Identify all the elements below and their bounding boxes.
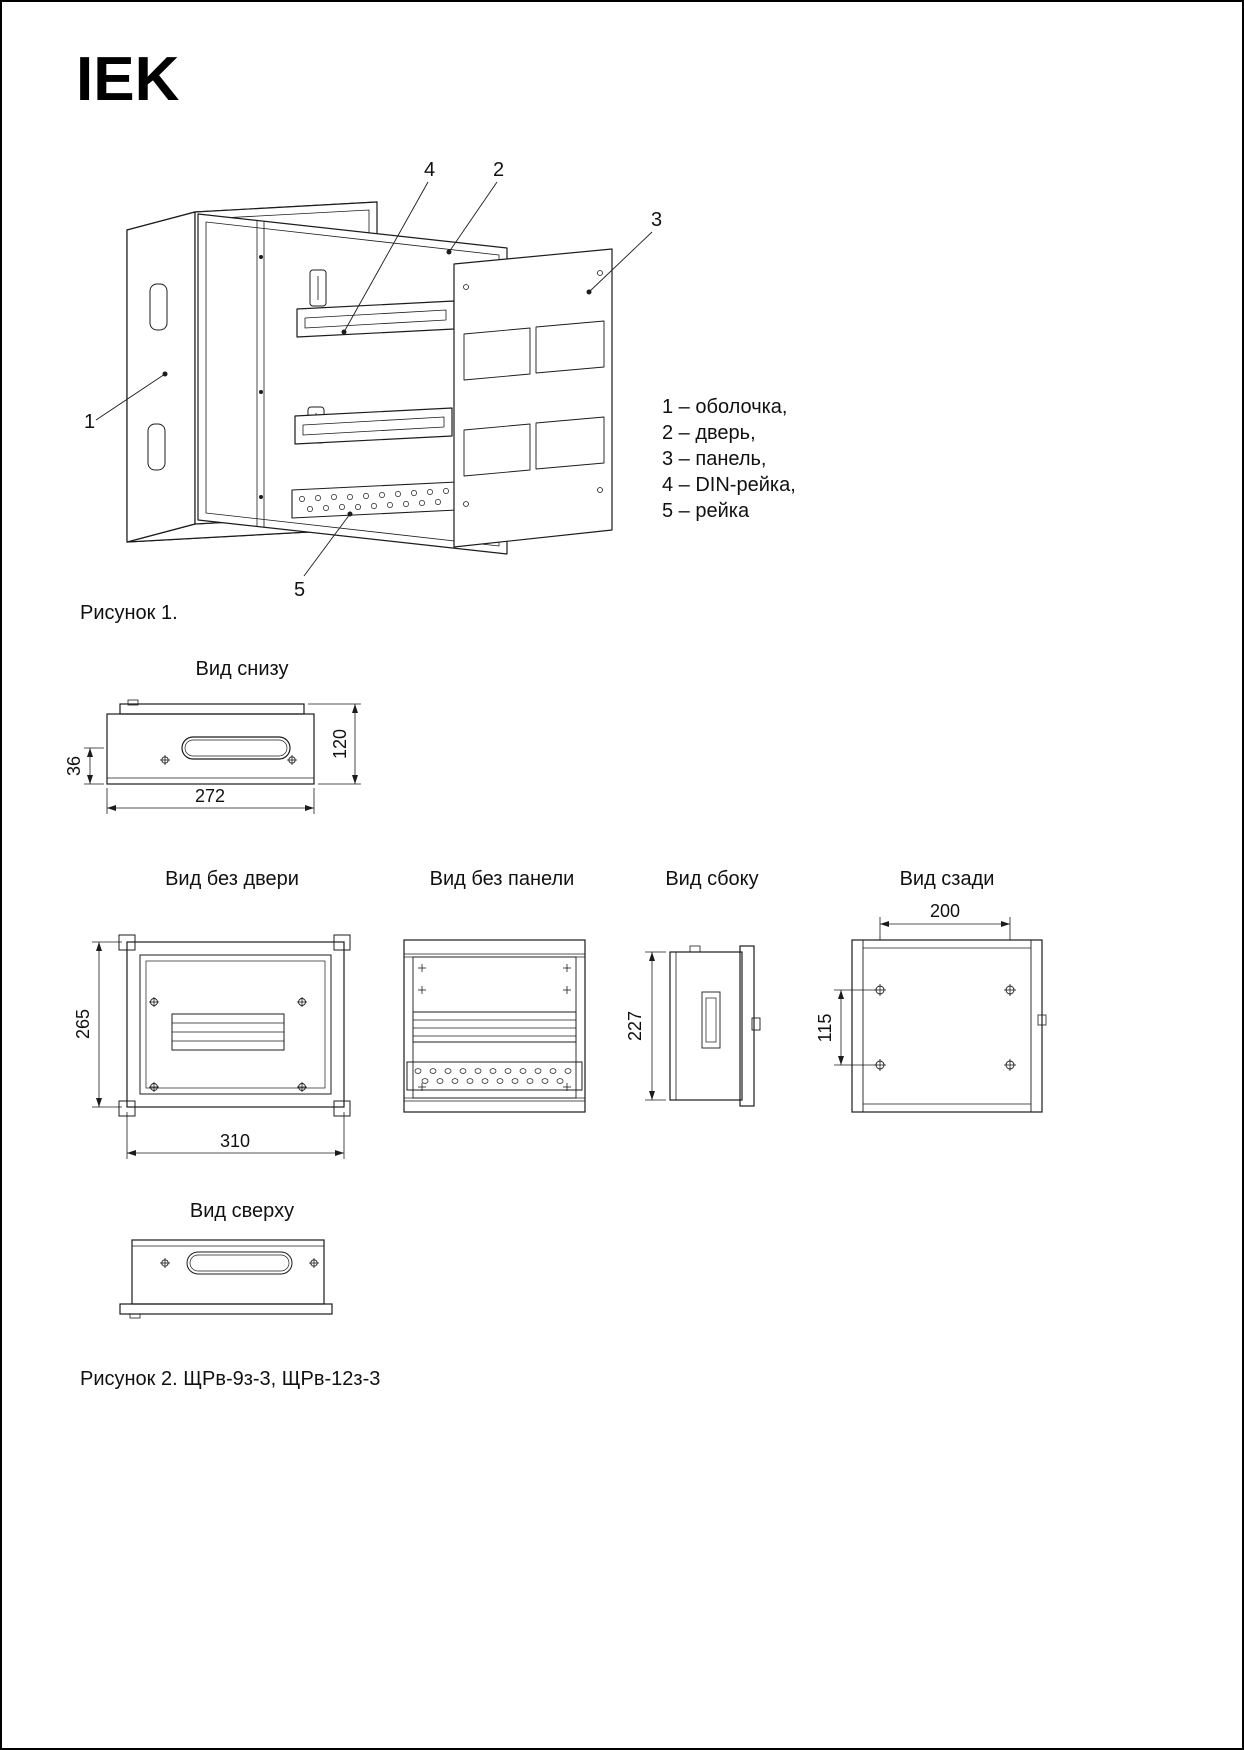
view-title-no-door: Вид без двери (165, 868, 299, 890)
view-drawing-side (625, 930, 772, 1125)
no-panel-din-rails (413, 1012, 576, 1042)
view-title-top: Вид сверху (189, 1200, 295, 1222)
iek-logo: IEK (76, 45, 180, 114)
view-title-rear: Вид сзади (899, 868, 995, 890)
dim-label-36: 36 (64, 755, 84, 777)
legend-item-5: 5 – рейка (662, 500, 750, 522)
side-body (670, 946, 760, 1106)
no-panel-perforated-rail (407, 1062, 582, 1090)
legend-item-2: 2 – дверь, (662, 422, 756, 444)
view-title-side: Вид сбоку (665, 868, 759, 890)
side-dimensions (645, 952, 666, 1100)
callout-label-1: 1 (84, 411, 96, 433)
dim-label-310: 310 (219, 1131, 251, 1151)
legend-item-1: 1 – оболочка, (662, 396, 788, 418)
top-view-body (120, 1240, 332, 1318)
view-drawing-no-door (72, 924, 372, 1169)
figure2-caption: Рисунок 2. ЩРв-9з-3, ЩРв-12з-3 (80, 1368, 381, 1390)
no-panel-body (404, 940, 585, 1112)
dim-label-227: 227 (625, 1010, 645, 1042)
figure1-legend (662, 394, 796, 524)
view-drawing-bottom (62, 694, 392, 824)
legend-item-4: 4 – DIN-рейка, (662, 474, 796, 496)
dim-label-265: 265 (73, 1008, 93, 1040)
rear-body (852, 940, 1046, 1112)
callout-label-3: 3 (651, 209, 663, 231)
view-drawing-rear (815, 897, 1062, 1132)
no-door-body (119, 935, 350, 1116)
callout-label-2: 2 (493, 159, 505, 181)
figure1-caption: Рисунок 1. (80, 602, 178, 624)
view-drawing-no-panel (400, 930, 590, 1125)
dim-label-115: 115 (815, 1013, 835, 1043)
view-title-no-panel: Вид без панели (429, 868, 575, 890)
rear-dimensions (834, 917, 1010, 1065)
view-title-bottom: Вид снизу (195, 658, 289, 680)
view-drawing-top (102, 1230, 382, 1335)
callout-label-4: 4 (424, 159, 436, 181)
bottom-view-body (107, 700, 314, 784)
dim-label-272: 272 (194, 786, 226, 806)
figure1-exploded-drawing (72, 152, 672, 622)
legend-item-3: 3 – панель, (662, 448, 767, 470)
dim-label-200: 200 (929, 901, 961, 921)
dim-label-120: 120 (330, 728, 350, 760)
callout-label-5: 5 (294, 579, 306, 601)
